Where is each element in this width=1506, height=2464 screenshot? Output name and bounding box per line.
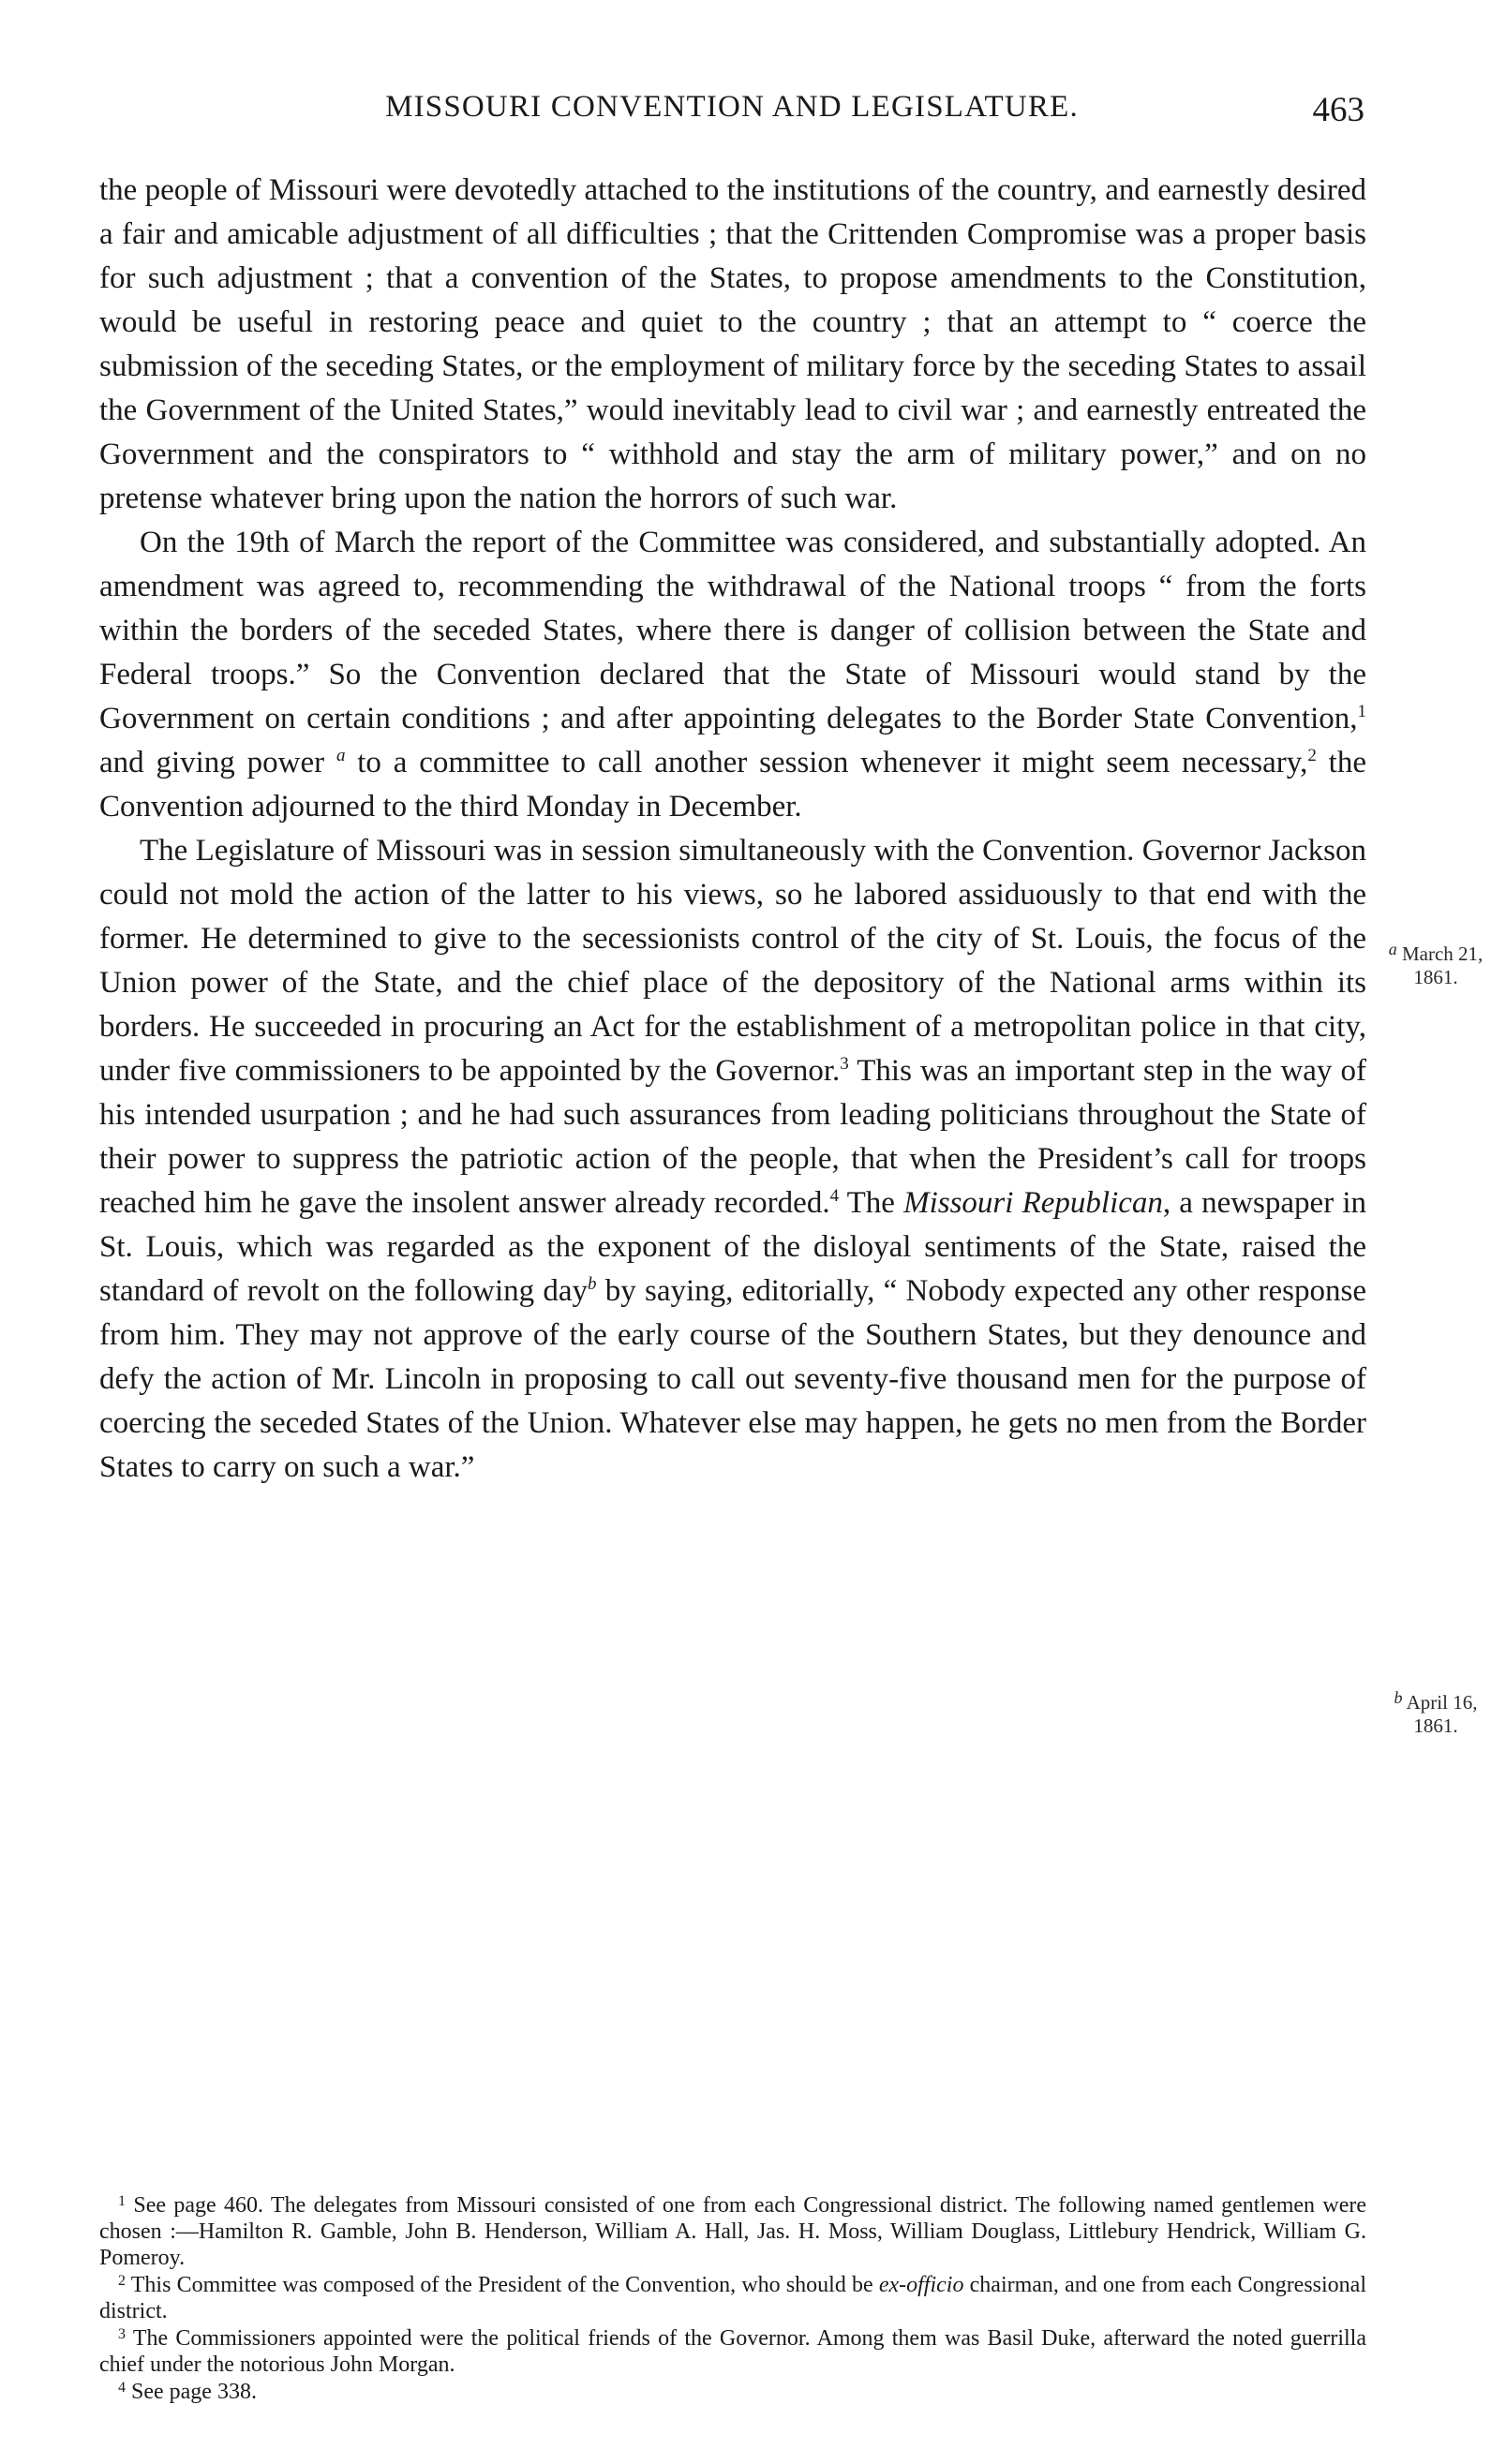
margin-note-year: 1861. <box>1413 1714 1458 1737</box>
footnote-italic: ex-officio <box>878 2273 964 2297</box>
footnote-text: See page 338. <box>131 2380 257 2404</box>
footnote-2 <box>99 2272 1366 2324</box>
footnote-number: 1 <box>118 2193 126 2209</box>
footnote-text: The Commissioners appointed were the political friends of the Governor. Among them was Basil Duke, afterward the noted guerrilla chief under the notorious John Morgan. <box>99 2326 1366 2377</box>
paragraph-3-text-b: This was an important step in the way of his intended usurpation ; and he had such assurances from leading politicians throughout the State of their power to suppress the patriotic action of the people, that when the President’s call for troops reached him he gave the insolent answer already recorded. <box>99 1054 1366 1220</box>
paragraph-3-text-e: by saying, editorially, “ Nobody expected any other response from him. They may not approve of the early course of the Southern States, but they denounce and defy the action of Mr. Lincoln in proposing to call out seventy-five thousand men for the purpose of coercing the seceded States of the Union. Whatever else may happen, he gets no men from the Border States to carry on such a war.” <box>99 1274 1367 1484</box>
paragraph-2-text-a: On the 19th of March the report of the Committee was considered, and substantially adopted. An amendment was agreed to, recommending the withdrawal of the National troops “ from the forts within the borders of the seceded States, where there is danger of collision between the State and Federal troops.” So the Convention declared that the State of Missouri would stand by the Government on certain conditions ; and after appointing delegates to the Border State Convention, <box>99 526 1366 735</box>
paragraph-3-text-a: The Legislature of Missouri was in session simultaneously with the Convention. Governor Jackson could not mold the action of the latter to his views, so he labored assiduously to that end with the former. He determined to give to the secessionists control of the city of St. Louis, the focus of the Union power of the State, and the chief place of the depository of the National arms within its borders. He succeeded in procuring an Act for the establishment of a metropolitan police in that city, under five commissioners to be appointed by the Governor. <box>99 834 1366 1088</box>
paragraph-2 <box>99 521 1366 829</box>
running-title: MISSOURI CONVENTION AND LEGISLATURE. <box>385 90 1079 124</box>
margin-ref-a[interactable]: a <box>335 746 346 765</box>
margin-note-year: 1861. <box>1413 966 1458 988</box>
footnote-ref-4[interactable]: 4 <box>829 1186 840 1206</box>
footnote-text: This Committee was composed of the President of the Convention, who should be <box>130 2273 879 2297</box>
paragraph-3-text-c: The <box>839 1186 904 1220</box>
margin-note-marker: b <box>1394 1688 1403 1707</box>
footnote-ref-3[interactable]: 3 <box>840 1054 849 1074</box>
footnote-ref-1[interactable]: 1 <box>1357 702 1366 721</box>
footnote-ref-2[interactable]: 2 <box>1307 746 1317 765</box>
footnote-text: See page 460. The delegates from Missouri consisted of one from each Congressional district. The following named gentlemen were chosen :—Hamilton R. Gamble, John B. Henderson, William A. Hall, Jas. H. Moss, William Douglass, Littlebury Hendrick, William G. Pomeroy. <box>99 2193 1367 2270</box>
footnote-3 <box>99 2325 1366 2378</box>
paragraph-1 <box>99 169 1366 521</box>
paragraph-2-text-c: to a committee to call another session whenever it might seem necessary, <box>345 746 1308 779</box>
footnote-number: 2 <box>118 2273 126 2289</box>
paragraph-3 <box>99 829 1366 1490</box>
newspaper-title: Missouri Republican <box>903 1186 1163 1220</box>
margin-note-march <box>1370 938 1501 989</box>
margin-note-april <box>1370 1686 1501 1738</box>
main-text <box>99 169 1366 1490</box>
footnote-number: 3 <box>118 2326 126 2342</box>
footnotes <box>99 2192 1366 2406</box>
margin-note-date: April 16, <box>1406 1691 1478 1714</box>
margin-note-date: March 21, <box>1401 943 1484 965</box>
footnote-number: 4 <box>118 2380 126 2396</box>
footnote-text: chairman, and one from each Congressional district. <box>99 2273 1367 2323</box>
paragraph-2-text-b: and giving power <box>99 746 325 779</box>
paragraph-1-text: the people of Missouri were devotedly attached to the institutions of the country, and earnestly desired a fair and amicable adjustment of all difficulties ; that the Crittenden Compromise was a proper basis for such adjustment ; that a convention of the States, to propose amendments to the Constitution, would be useful in restoring peace and quiet to the country ; that an attempt to “ coerce the submission of the seceding States, or the employment of military force by the seceding States to assail the Government of the United States,” would inevitably lead to civil war ; and earnestly entreated the Government and the conspirators to “ withhold and stay the arm of military power,” and on no pretense whatever bring upon the nation the horrors of such war. <box>99 173 1366 515</box>
page-header <box>99 90 1364 137</box>
paragraph-2-text-d: the Convention adjourned to the third Monday in December. <box>99 746 1366 824</box>
page-number: 463 <box>1312 91 1364 129</box>
footnote-1 <box>99 2192 1366 2271</box>
margin-note-marker: a <box>1388 940 1397 958</box>
paragraph-3-text-d: , a newspaper in St. Louis, which was regarded as the exponent of the disloyal sentiments of the State, raised the standard of revolt on the following day <box>99 1186 1367 1308</box>
margin-ref-b[interactable]: b <box>588 1274 597 1294</box>
footnote-4 <box>99 2379 1366 2405</box>
